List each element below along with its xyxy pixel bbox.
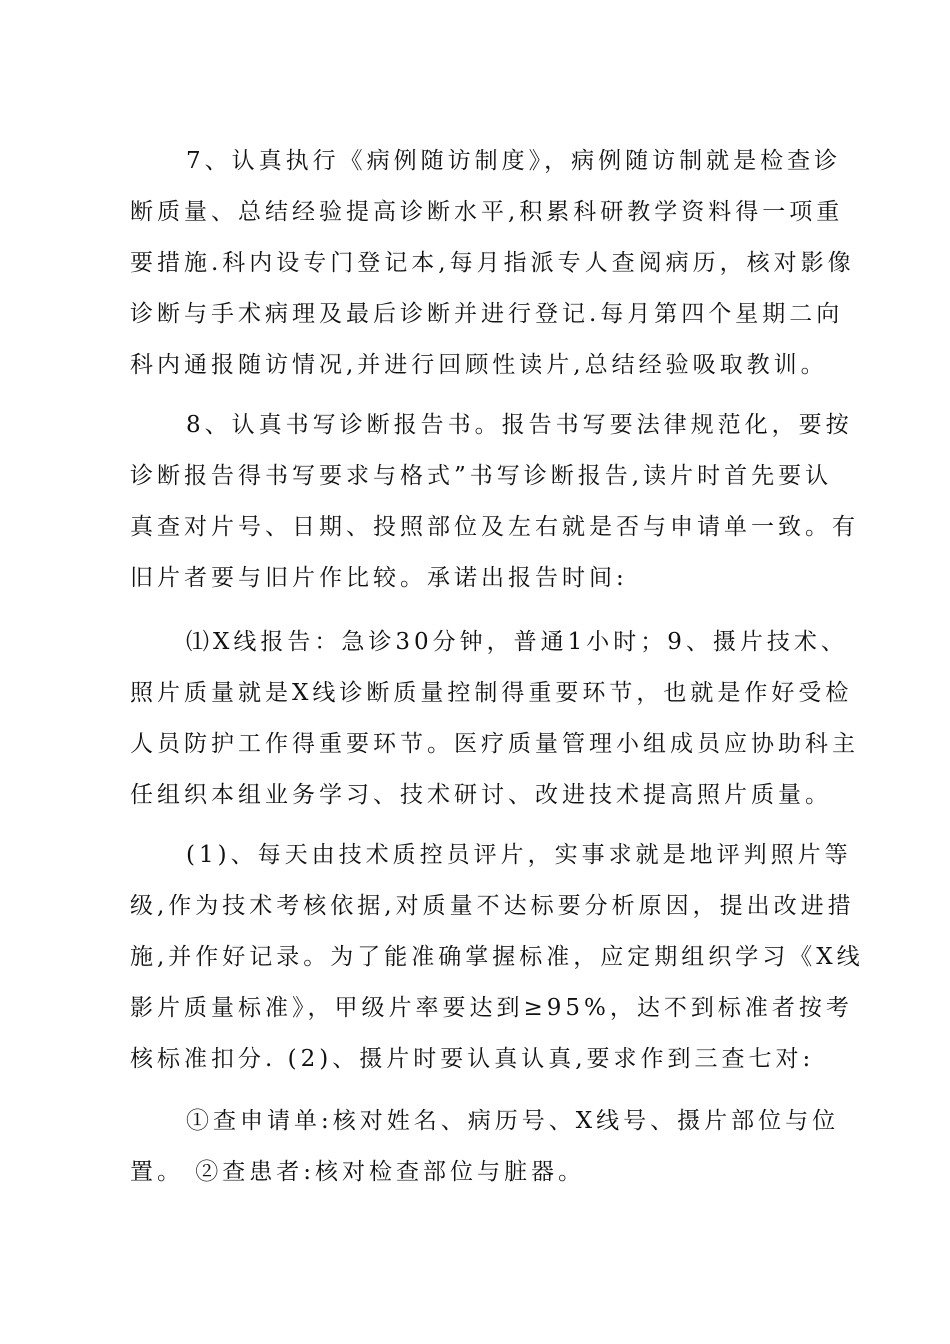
text-line: 施,并作好记录。为了能准确掌握标准，应定期组织学习《X线 bbox=[130, 944, 864, 970]
paragraph-quality-control bbox=[130, 830, 864, 1085]
text-line: 断质量、总结经验提高诊断水平,积累科研教学资料得一项重 bbox=[130, 199, 844, 225]
text-line: ①查申请单:核对姓名、病历号、X线号、摄片部位与位 bbox=[186, 1108, 840, 1134]
text-line: 诊断与手术病理及最后诊断并进行登记.每月第四个星期二向 bbox=[130, 301, 844, 327]
text-line: 旧片者要与旧片作比较。承诺出报告时间: bbox=[130, 565, 628, 591]
text-line: 核标准扣分. (2)、摄片时要认真认真,要求作到三查七对: bbox=[130, 1046, 815, 1072]
text-line: 任组织本组业务学习、技术研讨、改进技术提高照片质量。 bbox=[130, 782, 832, 808]
paragraph-7 bbox=[130, 136, 855, 391]
text-line: 诊断报告得书写要求与格式”书写诊断报告,读片时首先要认 bbox=[130, 463, 833, 489]
text-line: 置。 ②查患者:核对检查部位与脏器。 bbox=[130, 1159, 586, 1185]
paragraph-checklist bbox=[130, 1096, 840, 1198]
text-line: 人员防护工作得重要环节。医疗质量管理小组成员应协助科主 bbox=[130, 731, 859, 757]
paragraph-xray-report bbox=[130, 617, 859, 821]
text-line: (1)、每天由技术质控员评片，实事求就是地评判照片等 bbox=[186, 842, 852, 868]
text-line: ⑴X线报告：急诊30分钟，普通1小时；9、摄片技术、 bbox=[186, 629, 848, 655]
text-line: 科内通报随访情况,并进行回顾性读片,总结经验吸取教训。 bbox=[130, 352, 828, 378]
text-line: 真查对片号、日期、投照部位及左右就是否与申请单一致。有 bbox=[130, 514, 859, 540]
text-line: 要措施.科内设专门登记本,每月指派专人查阅病历，核对影像 bbox=[130, 250, 855, 276]
text-line: 8、认真书写诊断报告书。报告书写要法律规范化，要按 bbox=[186, 412, 853, 438]
paragraph-8 bbox=[130, 400, 859, 604]
text-line: 照片质量就是X线诊断质量控制得重要环节，也就是作好受检 bbox=[130, 680, 853, 706]
text-line: 7、认真执行《病例随访制度》，病例随访制就是检查诊 bbox=[186, 148, 842, 174]
text-line: 影片质量标准》，甲级片率要达到≥95%，达不到标准者按考 bbox=[130, 995, 853, 1021]
text-line: 级,作为技术考核依据,对质量不达标要分析原因，提出改进措 bbox=[130, 893, 855, 919]
